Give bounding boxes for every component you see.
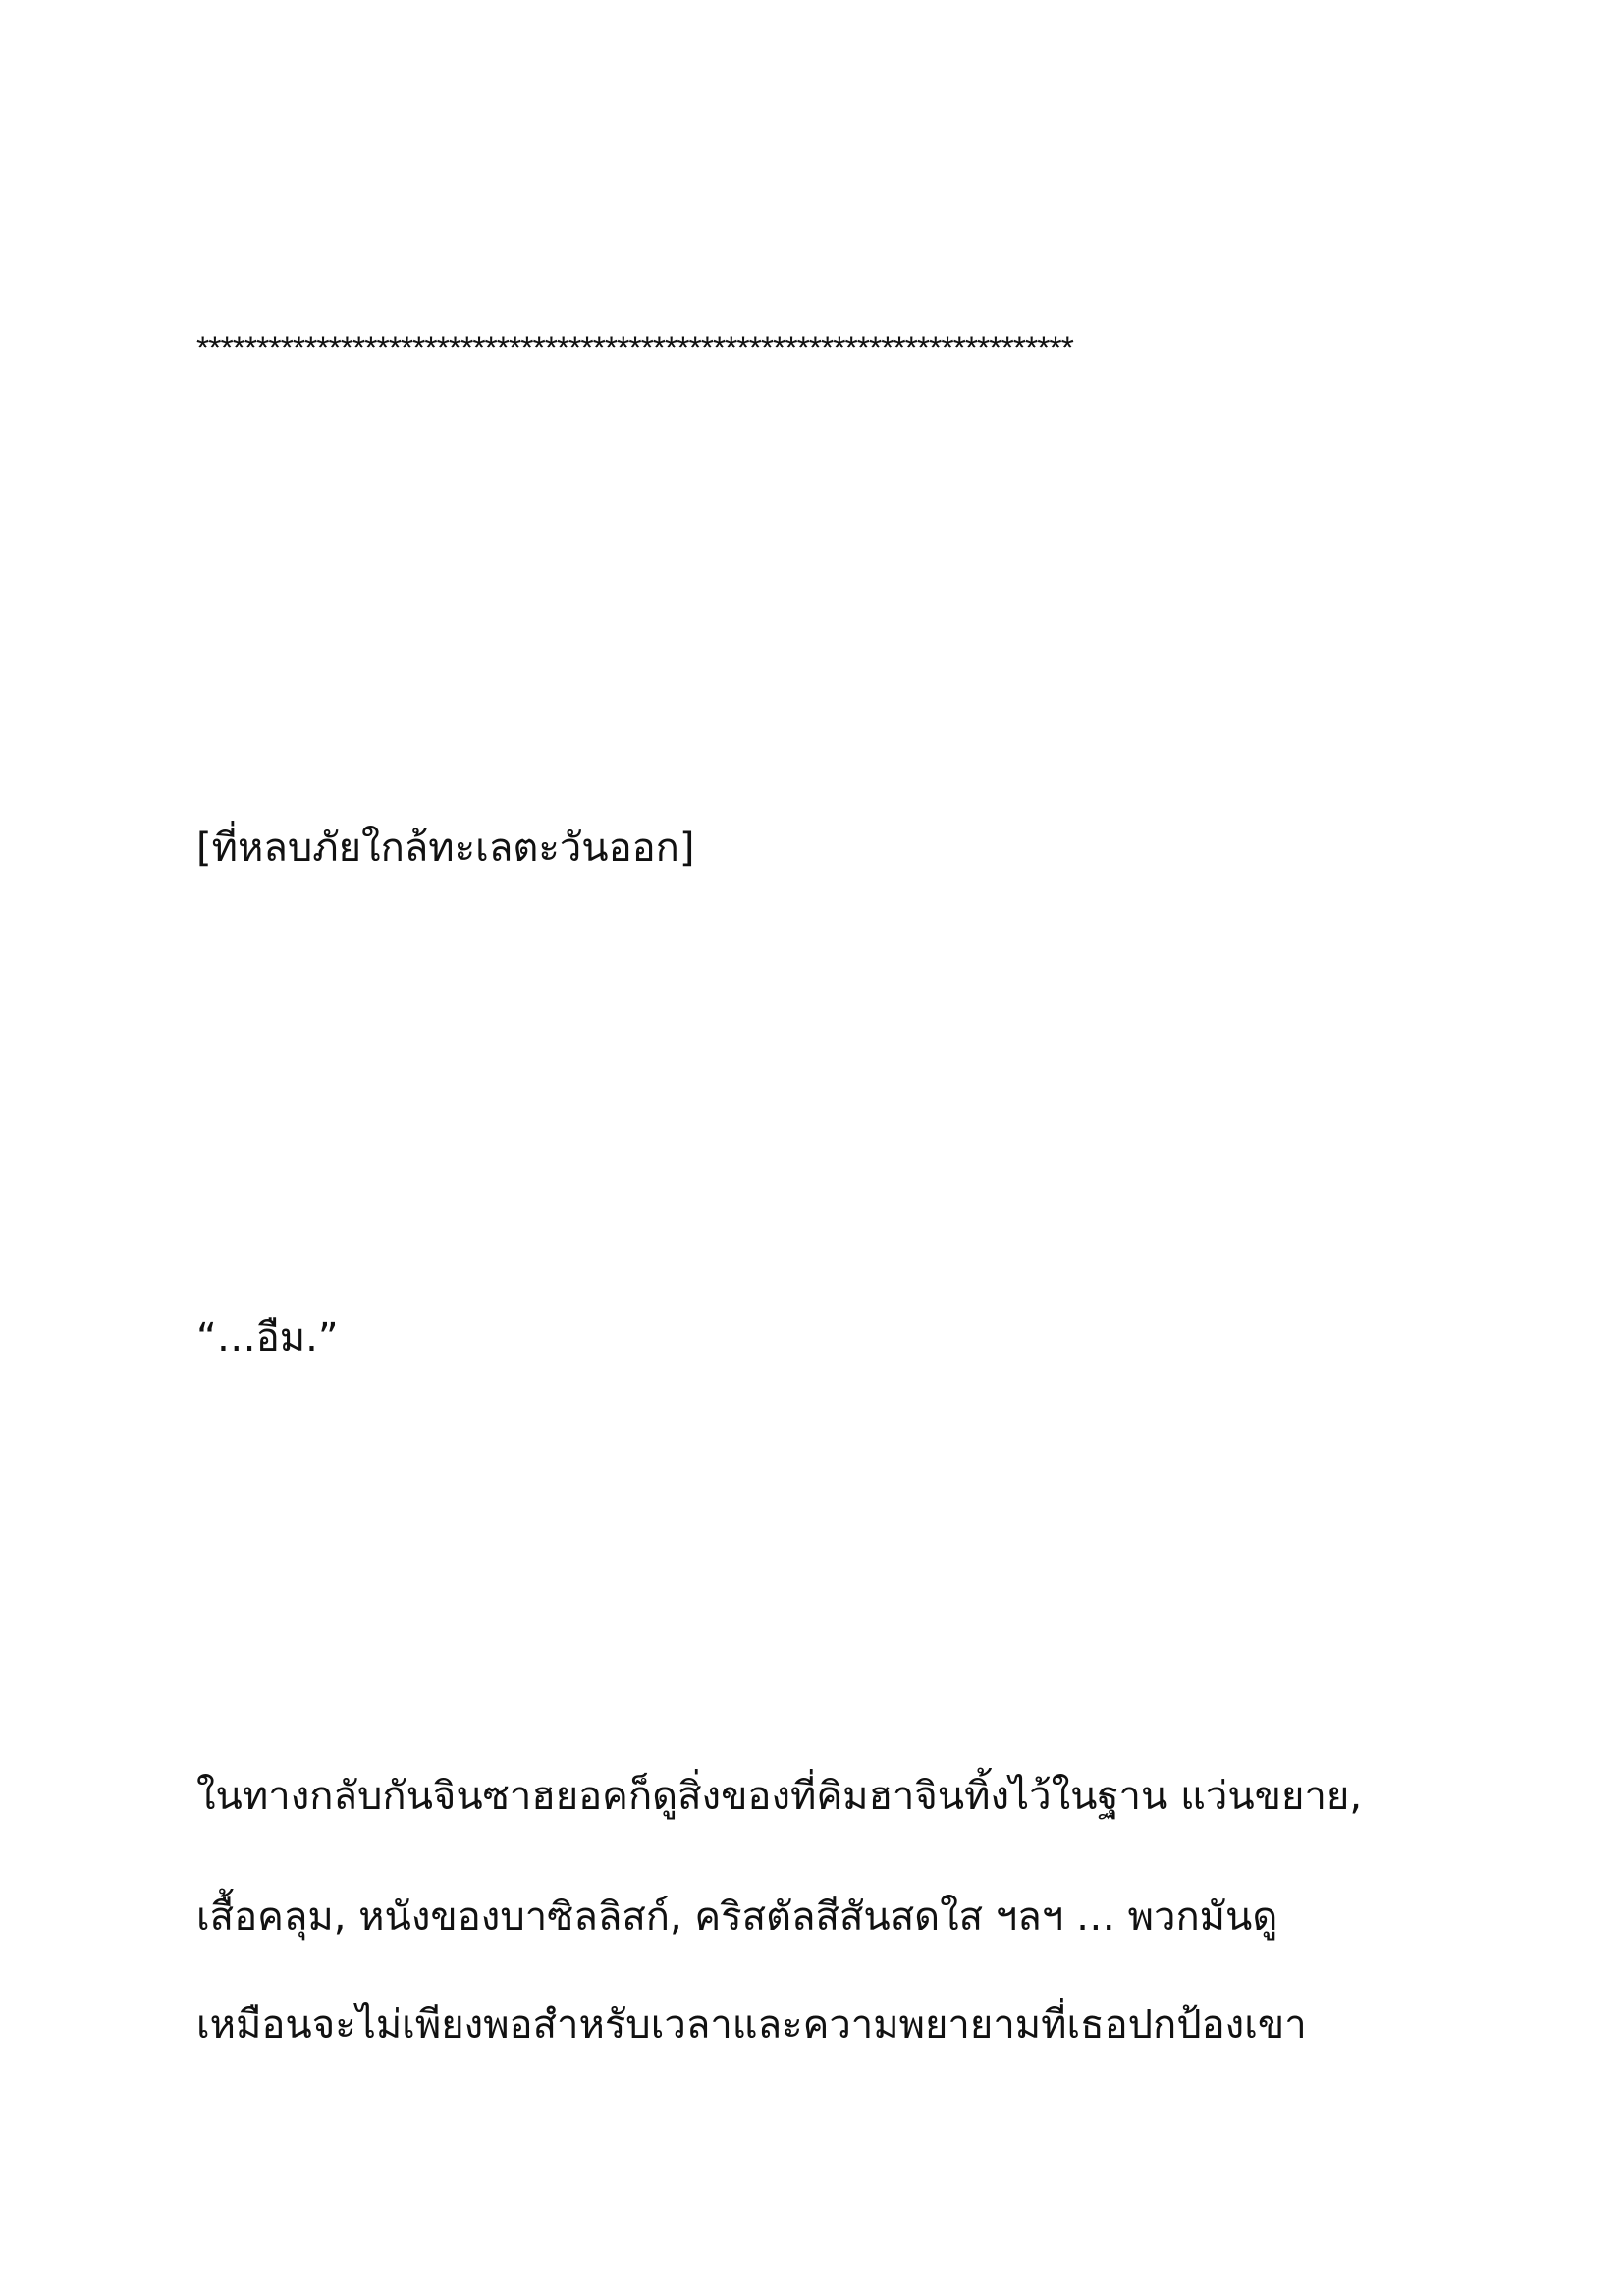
paragraph-line-1: ในทางกลับกันจินซาฮยอคก็ดูสิ่งของที่คิมฮาจินทิ้งไว้ในฐาน แว่นขยาย, xyxy=(196,1774,1363,1819)
section-separator: ************************************************************************* xyxy=(196,330,1073,367)
scene-heading: [ที่หลบภัยใกล้ทะเลตะวันออก] xyxy=(196,826,695,871)
paragraph-line-3: เหมือนจะไม่เพียงพอสำหรับเวลาและความพยายามที่เธอปกป้องเขา xyxy=(196,2002,1307,2048)
paragraph-line-2: เสื้อคลุม, หนังของบาซิลลิสก์, คริสตัลสีสันสดใส ฯลฯ … พวกมันดู xyxy=(196,1895,1278,1940)
dialogue-line: “…อืม.” xyxy=(196,1315,339,1361)
